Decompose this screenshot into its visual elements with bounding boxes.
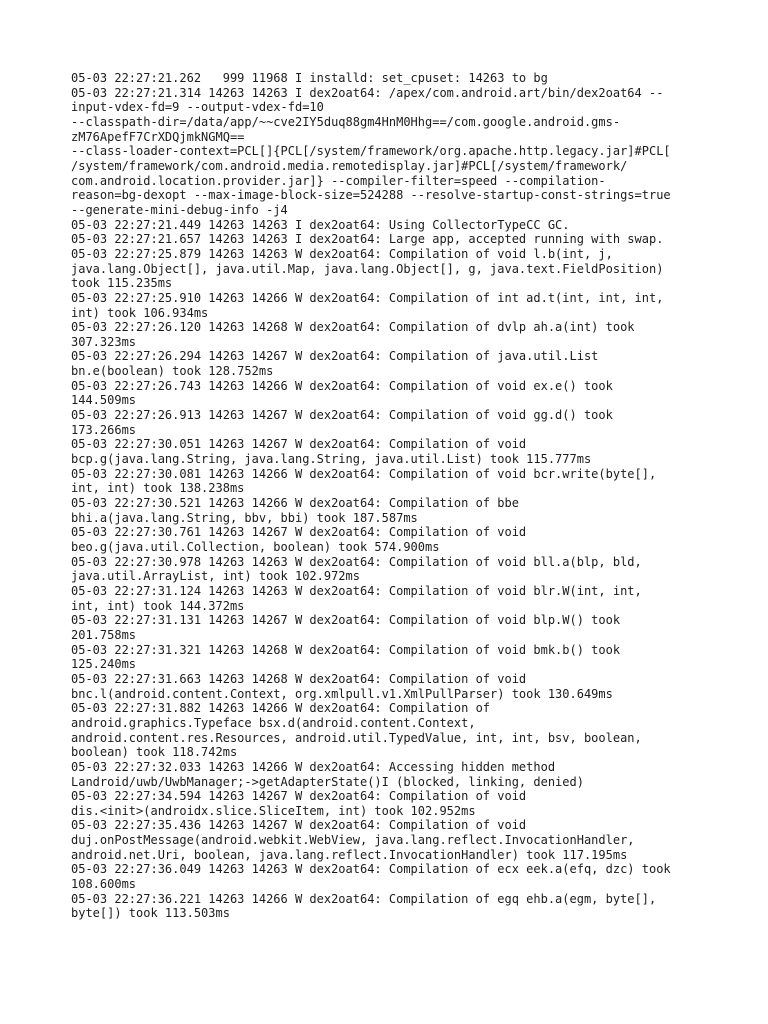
log-line: 05-03 22:27:21.449 14263 14263 I dex2oat64: Using CollectorTypeCC GC.	[71, 217, 570, 232]
log-line: 05-03 22:27:36.221 14263 14266 W dex2oat64: Compilation of egq ehb.a(egm, byte[],	[71, 891, 657, 906]
log-line: int, int) took 144.372ms	[71, 598, 245, 613]
log-line: 307.323ms	[71, 334, 137, 349]
log-line: 05-03 22:27:31.131 14263 14267 W dex2oat64: Compilation of void blp.W() took	[71, 613, 621, 628]
log-line: zM76ApefF7CrXDQjmkNGMQ==	[71, 129, 245, 144]
log-line: 05-03 22:27:30.978 14263 14263 W dex2oat64: Compilation of void bll.a(blp, bld,	[71, 554, 642, 569]
log-line: dis.<init>(androidx.slice.SliceItem, int) took 102.952ms	[71, 803, 476, 818]
log-line: input-vdex-fd=9 --output-vdex-fd=10	[71, 100, 324, 115]
log-line: reason=bg-dexopt --max-image-block-size=524288 --resolve-startup-const-strings=true	[71, 188, 671, 203]
log-line: 05-03 22:27:31.882 14263 14266 W dex2oat64: Compilation of	[71, 701, 491, 716]
log-line: 05-03 22:27:30.761 14263 14267 W dex2oat64: Compilation of void	[71, 525, 527, 540]
log-line: Landroid/uwb/UwbManager;->getAdapterState()I (blocked, linking, denied)	[71, 774, 584, 789]
log-line: --class-loader-context=PCL[]{PCL[/system/framework/org.apache.http.legacy.jar]#PCL[	[71, 144, 671, 159]
log-line: bhi.a(java.lang.String, bbv, bbi) took 187.587ms	[71, 510, 418, 525]
log-line: byte[]) took 113.503ms	[71, 906, 230, 921]
log-line: 125.240ms	[71, 657, 137, 672]
log-line: --classpath-dir=/data/app/~~cve2IY5duq88gm4HnM0Hhg==/com.google.android.gms-	[71, 114, 621, 129]
log-line: 201.758ms	[71, 627, 137, 642]
log-line: 05-03 22:27:35.436 14263 14267 W dex2oat64: Compilation of void	[71, 818, 527, 833]
log-line: 05-03 22:27:26.120 14263 14268 W dex2oat64: Compilation of dvlp ah.a(int) took	[71, 320, 635, 335]
log-line: 05-03 22:27:32.033 14263 14266 W dex2oat64: Accessing hidden method	[71, 759, 556, 774]
log-line: 05-03 22:27:25.879 14263 14263 W dex2oat64: Compilation of void l.b(int, j,	[71, 246, 613, 261]
log-line: 05-03 22:27:34.594 14263 14267 W dex2oat64: Compilation of void	[71, 789, 527, 804]
log-line: 05-03 22:27:26.743 14263 14266 W dex2oat64: Compilation of void ex.e() took	[71, 378, 613, 393]
log-line: int, int) took 138.238ms	[71, 481, 245, 496]
log-line: com.android.location.provider.jar]} --compiler-filter=speed --compilation-	[71, 173, 606, 188]
log-line: 05-03 22:27:25.910 14263 14266 W dex2oat64: Compilation of int ad.t(int, int, int,	[71, 290, 664, 305]
log-line: 05-03 22:27:26.913 14263 14267 W dex2oat64: Compilation of void gg.d() took	[71, 408, 613, 423]
log-line: java.lang.Object[], java.util.Map, java.lang.Object[], g, java.text.FieldPosition)	[71, 261, 664, 276]
log-line: 05-03 22:27:21.657 14263 14263 I dex2oat64: Large app, accepted running with swap.	[71, 232, 664, 247]
log-line: bn.e(boolean) took 128.752ms	[71, 364, 274, 379]
log-line: 173.266ms	[71, 422, 137, 437]
log-line: android.net.Uri, boolean, java.lang.reflect.InvocationHandler) took 117.195ms	[71, 847, 628, 862]
log-line: 05-03 22:27:30.081 14263 14266 W dex2oat64: Compilation of void bcr.write(byte[],	[71, 466, 657, 481]
log-line: bcp.g(java.lang.String, java.lang.String, java.util.List) took 115.777ms	[71, 452, 592, 467]
log-line: took 115.235ms	[71, 276, 173, 291]
log-line: 108.600ms	[71, 877, 137, 892]
log-line: 05-03 22:27:26.294 14263 14267 W dex2oat64: Compilation of java.util.List	[71, 349, 599, 364]
log-line: int) took 106.934ms	[71, 305, 209, 320]
log-line: 05-03 22:27:36.049 14263 14263 W dex2oat64: Compilation of ecx eek.a(efq, dzc) took	[71, 862, 671, 877]
log-line: 05-03 22:27:31.321 14263 14268 W dex2oat64: Compilation of void bmk.b() took	[71, 642, 621, 657]
log-line: 05-03 22:27:31.124 14263 14263 W dex2oat64: Compilation of void blr.W(int, int,	[71, 583, 642, 598]
log-line: 05-03 22:27:30.051 14263 14267 W dex2oat64: Compilation of void	[71, 437, 527, 452]
log-line: 05-03 22:27:31.663 14263 14268 W dex2oat64: Compilation of void	[71, 671, 527, 686]
log-line: 05-03 22:27:21.262 999 11968 I installd: set_cpuset: 14263 to bg	[71, 71, 548, 85]
log-text	[71, 71, 711, 921]
log-line: 05-03 22:27:30.521 14263 14266 W dex2oat64: Compilation of bbe	[71, 496, 519, 511]
log-line: 144.509ms	[71, 393, 137, 408]
log-line: --generate-mini-debug-info -j4	[71, 202, 288, 217]
log-line: java.util.ArrayList, int) took 102.972ms	[71, 569, 360, 584]
log-line: 05-03 22:27:21.314 14263 14263 I dex2oat64: /apex/com.android.art/bin/dex2oat64 --	[71, 85, 664, 100]
log-line: android.graphics.Typeface bsx.d(android.content.Context,	[71, 715, 476, 730]
log-line: duj.onPostMessage(android.webkit.WebView, java.lang.reflect.InvocationHandler,	[71, 833, 635, 848]
log-line: /system/framework/com.android.media.remotedisplay.jar]#PCL[/system/framework/	[71, 158, 628, 173]
log-line: android.content.res.Resources, android.util.TypedValue, int, int, bsv, boolean,	[71, 730, 642, 745]
log-line: bnc.l(android.content.Context, org.xmlpull.v1.XmlPullParser) took 130.649ms	[71, 686, 613, 701]
log-line: boolean) took 118.742ms	[71, 745, 238, 760]
log-line: beo.g(java.util.Collection, boolean) took 574.900ms	[71, 540, 440, 554]
